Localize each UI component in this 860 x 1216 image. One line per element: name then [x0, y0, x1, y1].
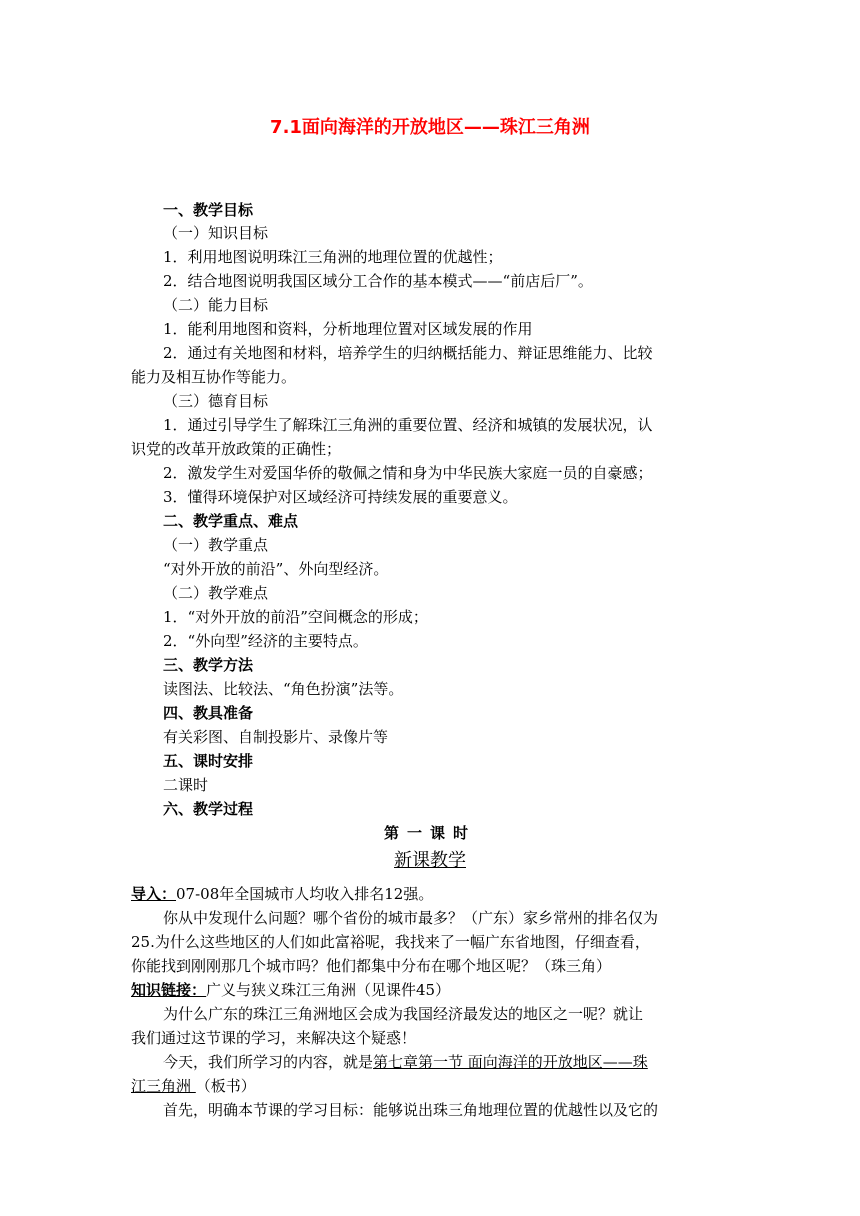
- chapter-title-underlined-cont: 江三角洲: [131, 1077, 196, 1095]
- section-heading-objectives: 一、教学目标: [163, 201, 254, 219]
- moral-item-1-line1: 1．通过引导学生了解珠江三角洲的重要位置、经济和城镇的发展状况，认: [163, 416, 653, 434]
- materials-text: 有关彩图、自制投影片、录像片等: [163, 728, 389, 746]
- intro-label: 导入：: [131, 885, 177, 903]
- document-title: 7.1面向海洋的开放地区——珠江三角洲: [270, 117, 590, 138]
- link-paragraph3-line1: 首先，明确本节课的学习目标：能够说出珠三角地理位置的优越性以及它的: [163, 1101, 659, 1119]
- link-line: [131, 978, 731, 1002]
- paragraph2-prefix: 今天，我们所学习的内容，就是: [163, 1053, 374, 1071]
- ability-item-1: 1．能利用地图和资料，分析地理位置对区域发展的作用: [163, 320, 533, 338]
- section-heading-schedule: 五、课时安排: [163, 752, 254, 770]
- chapter-title-underlined: 第七章第一节 面向海洋的开放地区——珠: [373, 1053, 648, 1071]
- difficulty-item-1: 1．“对外开放的前沿”空间概念的形成；: [163, 608, 428, 626]
- moral-item-1-line2: 识党的改革开放政策的正确性；: [131, 440, 342, 458]
- subheading-knowledge: （一）知识目标: [163, 224, 269, 242]
- new-class-heading: 新课教学: [394, 850, 466, 871]
- link-paragraph1-line2: 我们通过这节课的学习，来解决这个疑惑！: [131, 1029, 417, 1047]
- knowledge-item-2: 2．结合地图说明我国区域分工合作的基本模式——“前店后厂”。: [163, 272, 593, 290]
- section-heading-key-points: 二、教学重点、难点: [163, 512, 299, 530]
- lesson-heading: 第一课时: [383, 824, 476, 842]
- link-paragraph2-line1: [163, 1050, 743, 1074]
- subheading-key-point: （一）教学重点: [163, 536, 269, 554]
- intro-paragraph-line1: 你从中发现什么问题？哪个省份的城市最多？（广东）家乡常州的排名仅为: [163, 909, 659, 927]
- subheading-moral: （三）德育目标: [163, 392, 269, 410]
- schedule-text: 二课时: [163, 776, 209, 794]
- intro-text: 07-08年全国城市人均收入排名12强。: [176, 885, 434, 903]
- intro-paragraph-line3: 你能找到刚刚那几个城市吗？他们都集中分布在哪个地区呢？（珠三角）: [131, 957, 612, 975]
- intro-line: [131, 882, 731, 906]
- section-heading-materials: 四、教具准备: [163, 704, 254, 722]
- link-paragraph2-line2: [131, 1074, 731, 1098]
- difficulty-item-2: 2．“外向型”经济的主要特点。: [163, 632, 368, 650]
- ability-item-2-line1: 2．通过有关地图和材料，培养学生的归纳概括能力、辩证思维能力、比较: [163, 344, 653, 362]
- subheading-difficulty: （二）教学难点: [163, 584, 269, 602]
- subheading-ability: （二）能力目标: [163, 296, 269, 314]
- intro-paragraph-line2: 25.为什么这些地区的人们如此富裕呢，我找来了一幅广东省地图，仔细查看，: [131, 933, 650, 951]
- section-heading-process: 六、教学过程: [163, 800, 254, 818]
- link-paragraph1-line1: 为什么广东的珠江三角洲地区会成为我国经济最发达的地区之一呢？就让: [163, 1005, 644, 1023]
- key-point-text: “对外开放的前沿”、外向型经济。: [163, 560, 389, 578]
- moral-item-3: 3．懂得环境保护对区域经济可持续发展的重要意义。: [163, 488, 518, 506]
- methods-text: 读图法、比较法、“角色扮演”法等。: [163, 680, 404, 698]
- section-heading-methods: 三、教学方法: [163, 656, 254, 674]
- ability-item-2-line2: 能力及相互协作等能力。: [131, 368, 297, 386]
- moral-item-2: 2．激发学生对爱国华侨的敬佩之情和身为中华民族大家庭一员的自豪感；: [163, 464, 653, 482]
- paragraph2-suffix: （板书）: [195, 1077, 256, 1095]
- knowledge-item-1: 1．利用地图说明珠江三角洲的地理位置的优越性；: [163, 248, 503, 266]
- link-label: 知识链接：: [131, 981, 207, 999]
- link-text: 广义与狭义珠江三角洲（见课件45）: [206, 981, 451, 999]
